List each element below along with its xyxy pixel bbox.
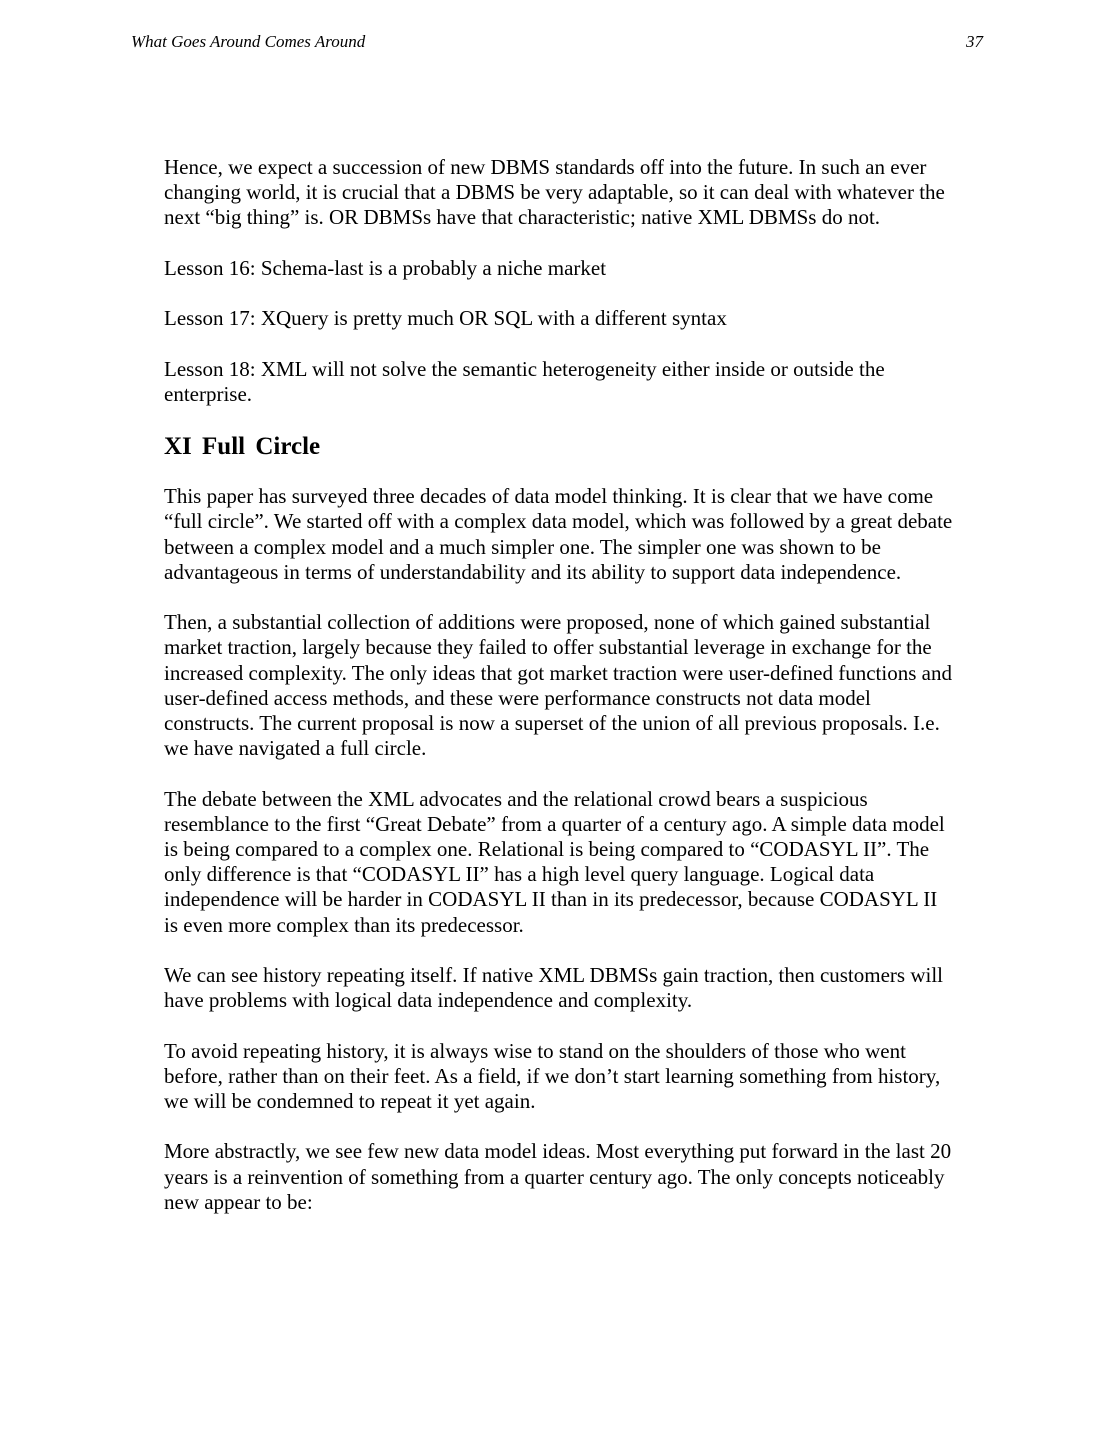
page-body bbox=[164, 155, 954, 1240]
paragraph-history: We can see history repeating itself. If native XML DBMSs gain traction, then customers will have problems with logical data independence and complexity. bbox=[164, 962, 944, 1013]
lesson-16: Lesson 16: Schema-last is a probably a niche market bbox=[164, 255, 607, 280]
lesson-17: Lesson 17: XQuery is pretty much OR SQL with a different syntax bbox=[164, 306, 727, 331]
lesson-18: Lesson 18: XML will not solve the semantic heterogeneity either inside or outside the enterprise. bbox=[164, 356, 885, 406]
section-heading: XI Full Circle bbox=[164, 433, 321, 461]
paragraph-shoulders: To avoid repeating history, it is always wise to stand on the shoulders of those who went before, rather than on their feet. As a field, if we don’t start learning something from history, we will be condemned to repeat it yet again. bbox=[164, 1038, 941, 1113]
page-number: 37 bbox=[966, 32, 983, 51]
paragraph-full-circle: This paper has surveyed three decades of data model thinking. It is clear that we have come “full circle”. We started off with a complex data model, which was followed by a great debate between a complex model and a much simpler one. The simpler one was shown to be advantageous in terms of understandability and its ability to support data independence. bbox=[164, 484, 953, 584]
paragraph-debate: The debate between the XML advocates and the relational crowd bears a suspicious resemblance to the first “Great Debate” from a quarter of a century ago. A simple data model is being compared to a complex one. Relational is being compared to “CODASYL II”. The only difference is that “CODASYL II” has a high level query language. Logical data independence will be harder in CODASYL II than in its predecessor, because CODASYL II is even more complex than its predecessor. bbox=[164, 786, 945, 937]
paragraph-additions: Then, a substantial collection of additions were proposed, none of which gained substantial market traction, largely because they failed to offer substantial leverage in exchange for the increased complexity. The only ideas that got market traction were user-defined functions and user-defined access methods, and these were performance constructs not data model constructs. The current proposal is now a superset of the union of all previous proposals. I.e. we have navigated a full circle. bbox=[164, 610, 952, 761]
intro-paragraph: Hence, we expect a succession of new DBMS standards off into the future. In such an ever changing world, it is crucial that a DBMS be very adaptable, so it can deal with whatever the next “big thing” is. OR DBMSs have that characteristic; native XML DBMSs do not. bbox=[164, 155, 945, 230]
running-header bbox=[131, 30, 983, 54]
running-header-title: What Goes Around Comes Around bbox=[131, 32, 366, 51]
paragraph-new-ideas: More abstractly, we see few new data model ideas. Most everything put forward in the last 20 years is a reinvention of something from a quarter century ago. The only concepts noticeably new appear to be: bbox=[164, 1139, 952, 1214]
